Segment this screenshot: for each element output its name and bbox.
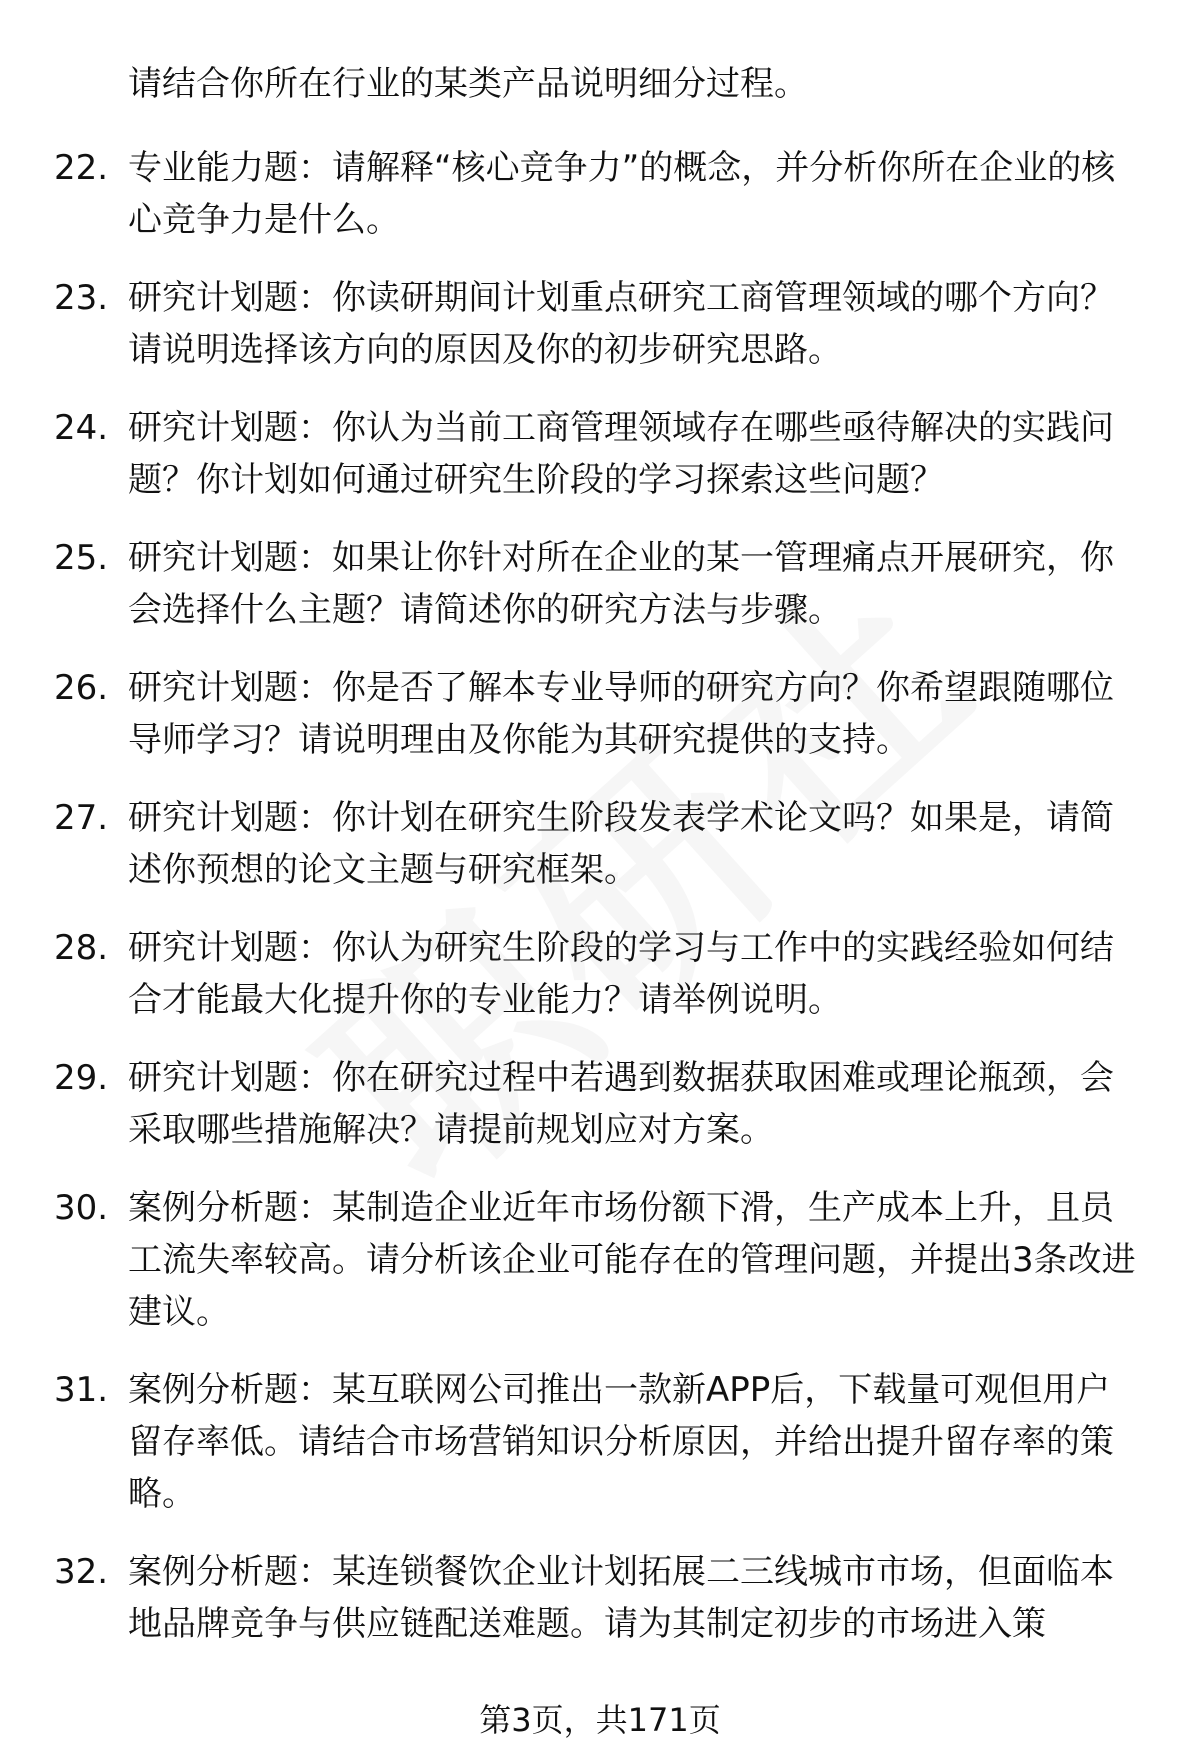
question-item [0,402,1200,506]
question-number: 28. [54,928,109,968]
question-item [0,1546,1200,1650]
question-number: 22. [54,148,109,188]
question-list [0,142,1200,1676]
question-text: 研究计划题：你计划在研究生阶段发表学术论文吗？如果是，请简述你预想的论文主题与研究框架。 [128,798,1114,890]
question-number: 26. [54,668,109,708]
question-item [0,532,1200,636]
question-number: 32. [54,1552,109,1592]
continued-text: 请结合你所在行业的某类产品说明细分过程。 [128,64,808,104]
question-text: 研究计划题：你在研究过程中若遇到数据获取困难或理论瓶颈，会采取哪些措施解决？请提前规划应对方案。 [128,1058,1114,1150]
question-number: 27. [54,798,109,838]
question-text: 案例分析题：某互联网公司推出一款新APP后，下载量可观但用户留存率低。请结合市场营销知识分析原因，并给出提升留存率的策略。 [128,1370,1114,1514]
question-text: 研究计划题：你认为当前工商管理领域存在哪些亟待解决的实践问题？你计划如何通过研究生阶段的学习探索这些问题？ [128,408,1114,500]
question-item [0,1364,1200,1520]
question-item [0,792,1200,896]
question-text: 研究计划题：如果让你针对所在企业的某一管理痛点开展研究，你会选择什么主题？请简述你的研究方法与步骤。 [128,538,1114,630]
question-item [0,1182,1200,1338]
question-item [0,272,1200,376]
question-number: 29. [54,1058,109,1098]
question-text: 研究计划题：你是否了解本专业导师的研究方向？你希望跟随哪位导师学习？请说明理由及你能为其研究提供的支持。 [128,668,1114,760]
question-number: 25. [54,538,109,578]
question-text: 案例分析题：某制造企业近年市场份额下滑，生产成本上升，且员工流失率较高。请分析该企业可能存在的管理问题，并提出3条改进建议。 [128,1188,1136,1332]
question-text: 研究计划题：你认为研究生阶段的学习与工作中的实践经验如何结合才能最大化提升你的专业能力？请举例说明。 [128,928,1114,1020]
question-item [0,922,1200,1026]
question-text: 专业能力题：请解释“核心竞争力”的概念，并分析你所在企业的核心竞争力是什么。 [128,148,1116,240]
question-number: 24. [54,408,109,448]
question-text: 案例分析题：某连锁餐饮企业计划拓展二三线城市市场，但面临本地品牌竞争与供应链配送难题。请为其制定初步的市场进入策 [128,1552,1114,1644]
question-number: 30. [54,1188,109,1228]
question-item [0,1052,1200,1156]
question-text: 研究计划题：你读研期间计划重点研究工商管理领域的哪个方向？请说明选择该方向的原因及你的初步研究思路。 [128,278,1114,370]
question-number: 31. [54,1370,109,1410]
question-item [0,142,1200,246]
page-number-footer: 第3页，共171页 [479,1701,721,1739]
question-number: 23. [54,278,109,318]
question-item [0,662,1200,766]
